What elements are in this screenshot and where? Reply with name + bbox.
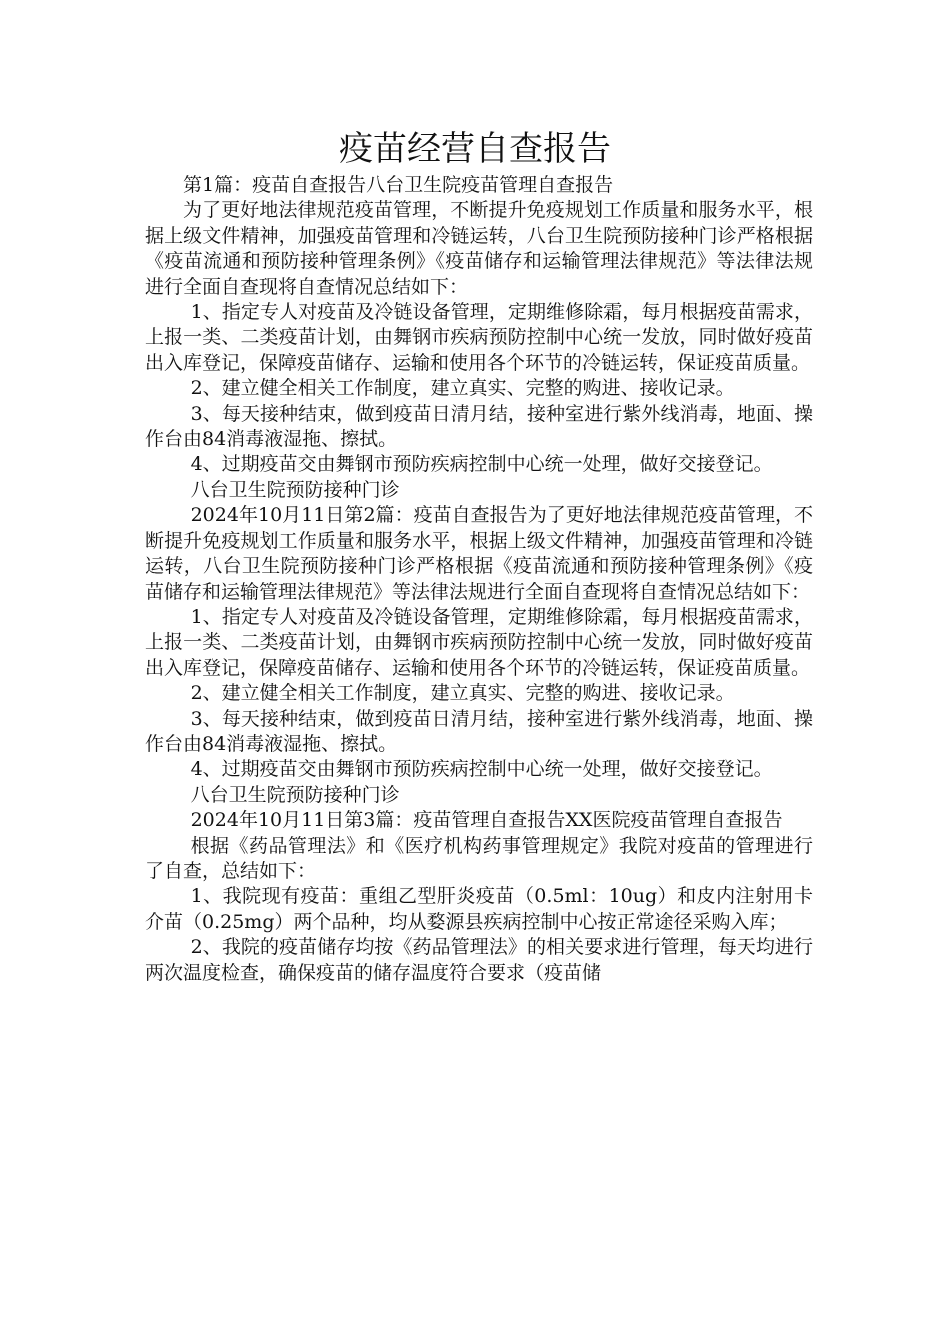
list-item: 2、建立健全相关工作制度，建立真实、完整的购进、接收记录。 bbox=[190, 377, 735, 400]
paragraph: 为了更好地法律规范疫苗管理，不断提升免疫规划工作质量和服务水平，根据上级文件精神，加强疫苗管理和冷链运转，八台卫生院预防接种门诊严格根据《疫苗流通和预防接种管理条例》《疫苗储存和运输管理法律规范》等法律法规进行全面自查现将自查情况总结如下： bbox=[145, 199, 813, 298]
list-item: 2、建立健全相关工作制度，建立真实、完整的购进、接收记录。 bbox=[190, 682, 735, 705]
list-item: 2、我院的疫苗储存均按《药品管理法》的相关要求进行管理，每天均进行两次温度检查，确保疫苗的储存温度符合要求（疫苗储 bbox=[145, 936, 813, 984]
list-item: 1、指定专人对疫苗及冷链设备管理，定期维修除霜，每月根据疫苗需求，上报一类、二类疫苗计划，由舞钢市疾病预防控制中心统一发放，同时做好疫苗出入库登记，保障疫苗储存、运输和使用各个环节的冷链运转，保证疫苗质量。 bbox=[145, 301, 813, 374]
list-item: 3、每天接种结束，做到疫苗日清月结，接种室进行紫外线消毒，地面、操作台由84消毒液湿拖、擦拭。 bbox=[145, 402, 813, 451]
document-title: 疫苗经营自查报告 bbox=[339, 129, 611, 169]
list-item: 4、过期疫苗交由舞钢市预防疾病控制中心统一处理，做好交接登记。 bbox=[190, 453, 773, 476]
signature: 八台卫生院预防接种门诊 bbox=[190, 478, 400, 501]
list-item: 1、指定专人对疫苗及冷链设备管理，定期维修除霜，每月根据疫苗需求，上报一类、二类疫苗计划，由舞钢市疾病预防控制中心统一发放，同时做好疫苗出入库登记，保障疫苗储存、运输和使用各个环节的冷链运转，保证疫苗质量。 bbox=[145, 605, 813, 679]
list-item: 4、过期疫苗交由舞钢市预防疾病控制中心统一处理，做好交接登记。 bbox=[190, 758, 773, 781]
paragraph: 2024年10月11日第2篇：疫苗自查报告为了更好地法律规范疫苗管理，不断提升免疫规划工作质量和服务水平，根据上级文件精神，加强疫苗管理和冷链运转，八台卫生院预防接种门诊严格根据《疫苗流通和预防接种管理条例》《疫苗储存和运输管理法律规范》等法律法规进行全面自查现将自查情况总结如下： bbox=[145, 504, 813, 603]
section-heading: 第1篇：疫苗自查报告八台卫生院疫苗管理自查报告 bbox=[183, 174, 614, 196]
paragraph: 根据《药品管理法》和《医疗机构药事管理规定》我院对疫苗的管理进行了自查，总结如下： bbox=[145, 834, 813, 882]
document-body bbox=[145, 173, 813, 986]
signature: 八台卫生院预防接种门诊 bbox=[190, 783, 400, 806]
list-item: 1、我院现有疫苗：重组乙型肝炎疫苗（0.5ml：10ug）和皮内注射用卡介苗（0.25mg）两个品种，均从婺源县疾病控制中心按正常途径采购入库； bbox=[145, 885, 813, 933]
paragraph: 2024年10月11日第3篇：疫苗管理自查报告XX医院疫苗管理自查报告 bbox=[190, 809, 783, 832]
list-item: 3、每天接种结束，做到疫苗日清月结，接种室进行紫外线消毒，地面、操作台由84消毒液湿拖、擦拭。 bbox=[145, 707, 813, 755]
